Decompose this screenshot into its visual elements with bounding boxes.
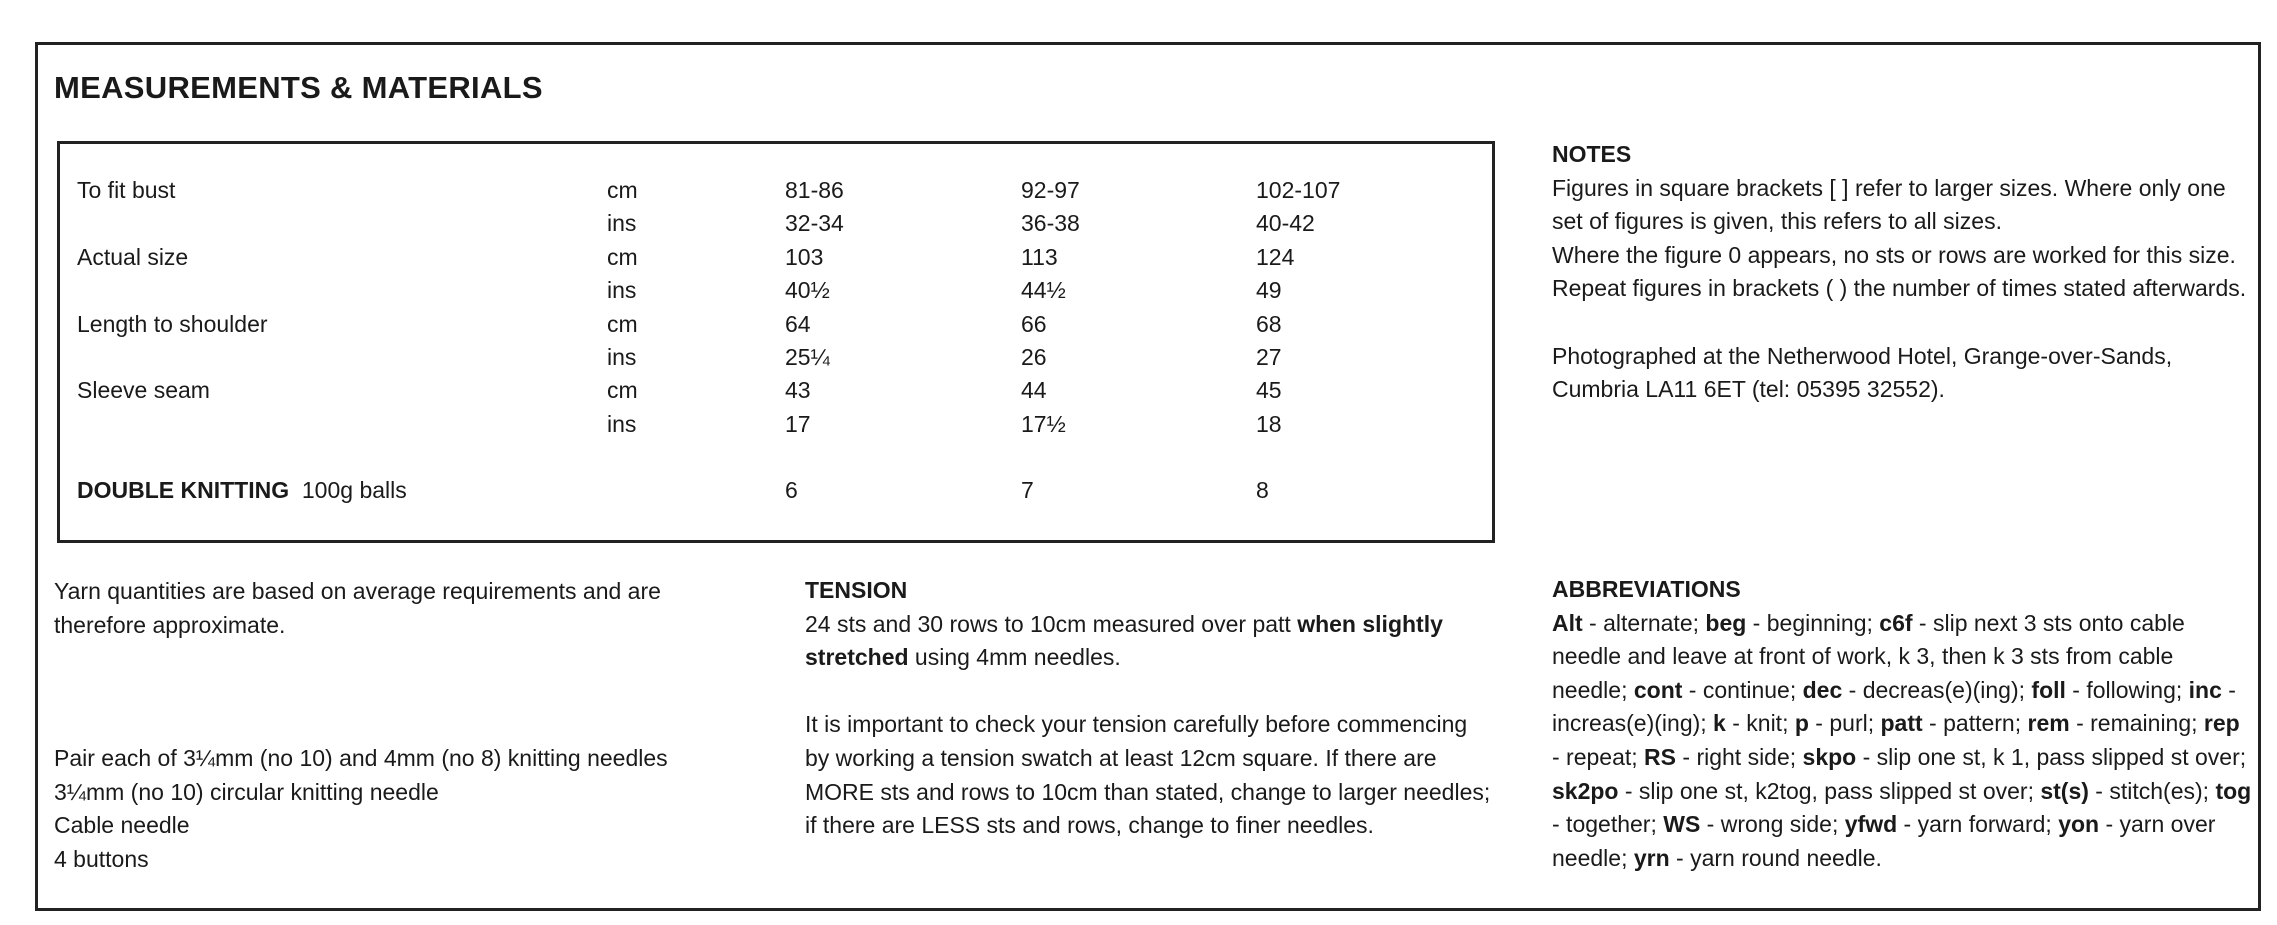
abbreviation-definition: - together; [1552, 811, 1664, 838]
abbreviations-title: ABBREVIATIONS [1552, 576, 1741, 602]
abbreviation-definition: - decreas(e)(ing); [1842, 676, 2032, 703]
abbreviation-term: RS [1644, 743, 1676, 770]
abbreviation-term: beg [1705, 609, 1747, 636]
abbreviation-definition: - alternate; [1582, 609, 1706, 636]
tension-emphasis: when slightly stretched [805, 610, 1443, 671]
abbreviation-definition: - repeat; [1552, 743, 1645, 770]
notes-paragraph: Repeat figures in brackets ( ) the number of times stated afterwards. [1552, 275, 2247, 302]
abbreviation-term: sk2po [1552, 777, 1619, 804]
abbreviation-definition: - stitch(es); [2088, 777, 2216, 804]
abbreviation-definition: - yarn round needle. [1669, 844, 1882, 871]
row-size2: 113 [1021, 244, 1058, 270]
row-size1: 25¼ [785, 344, 830, 370]
row-size2: 26 [1021, 344, 1047, 370]
abbreviation-term: c6f [1879, 609, 1913, 636]
abbreviation-definition: - wrong side; [1700, 811, 1845, 838]
row-label: To fit bust [77, 177, 176, 203]
material-item: 3¼mm (no 10) circular knitting needle [54, 778, 439, 805]
abbreviations-body [1552, 607, 2252, 876]
yarn-note: Yarn quantities are based on average requirements and are therefore approximate. [54, 578, 661, 638]
materials-list [54, 742, 774, 876]
notes-title: NOTES [1552, 141, 1632, 167]
abbreviation-term: skpo [1802, 743, 1857, 770]
abbreviation-definition: - increas(e)(ing); [1552, 676, 2236, 737]
material-item: 4 buttons [54, 845, 149, 872]
abbreviation-term: Alt [1552, 609, 1583, 636]
tension-title: TENSION [805, 577, 908, 603]
row-size3: 27 [1256, 344, 1282, 370]
row-size1: 40½ [785, 277, 830, 303]
row-size2: 66 [1021, 311, 1047, 337]
abbreviation-definition: - remaining; [2069, 710, 2204, 737]
abbreviation-definition: - pattern; [1922, 710, 2028, 737]
yarn-ball-weight: 100g balls [301, 477, 407, 503]
row-size1: 43 [785, 377, 811, 403]
material-item: Pair each of 3¼mm (no 10) and 4mm (no 8) knitting needles [54, 745, 668, 771]
abbreviation-definition: - following; [2065, 676, 2189, 703]
row-size2: 44½ [1021, 277, 1066, 303]
row-unit: cm [607, 377, 638, 403]
row-unit: ins [607, 344, 637, 370]
abbreviation-term: k [1713, 710, 1726, 737]
page-title: MEASUREMENTS & MATERIALS [54, 70, 543, 105]
abbreviation-term: rem [2027, 710, 2070, 737]
abbreviation-term: WS [1663, 811, 1701, 838]
notes-paragraph: Where the figure 0 appears, no sts or rows are worked for this size. [1552, 241, 2236, 268]
row-size3: 49 [1256, 277, 1282, 303]
row-unit: ins [607, 277, 637, 303]
row-size2: 44 [1021, 377, 1047, 403]
tension-paragraph-2: It is important to check your tension carefully before commencing by working a tension swatch at least 12cm square. If there are MORE sts and rows to 10cm than stated, change to larger needles; if there are LESS sts and rows, change to finer needles. [805, 711, 1491, 839]
yarn-size2: 7 [1021, 477, 1034, 503]
row-size3: 40-42 [1256, 210, 1315, 236]
abbreviation-definition: - slip one st, k2tog, pass slipped st over; [1618, 777, 2041, 804]
abbreviation-term: rep [2203, 710, 2240, 737]
abbreviation-term: cont [1633, 676, 1683, 703]
tension-section [805, 574, 1495, 843]
abbreviation-term: tog [2215, 777, 2252, 804]
abbreviation-term: st(s) [2040, 777, 2089, 804]
row-size2: 92-97 [1021, 177, 1080, 203]
yarn-label [77, 475, 407, 505]
abbreviation-term: patt [1880, 710, 1923, 737]
row-size3: 68 [1256, 311, 1282, 337]
row-unit: ins [607, 411, 637, 437]
notes-paragraph: Photographed at the Netherwood Hotel, Grange-over-Sands, Cumbria LA11 6ET (tel: 05395 32552). [1552, 342, 2173, 403]
row-size1: 17 [785, 411, 811, 437]
yarn-size3: 8 [1256, 477, 1269, 503]
abbreviation-term: yrn [1633, 844, 1670, 871]
row-size1: 103 [785, 244, 824, 270]
abbreviation-term: inc [2188, 676, 2222, 703]
abbreviation-definition: - continue; [1682, 676, 1803, 703]
row-size3: 124 [1256, 244, 1295, 270]
row-size2: 36-38 [1021, 210, 1080, 236]
abbreviation-definition: - slip one st, k 1, pass slipped st over; [1856, 743, 2247, 770]
row-label: Sleeve seam [77, 377, 210, 403]
row-size3: 45 [1256, 377, 1282, 403]
row-unit: ins [607, 210, 637, 236]
row-size1: 64 [785, 311, 811, 337]
tension-paragraph-1 [805, 608, 1495, 675]
row-unit: cm [607, 311, 638, 337]
abbreviation-definition: - knit; [1725, 710, 1795, 737]
abbreviation-definition: - beginning; [1746, 609, 1880, 636]
abbreviation-definition: - yarn over needle; [1552, 811, 2216, 871]
abbreviation-term: p [1794, 710, 1809, 737]
notes-section [1552, 138, 2252, 407]
abbreviation-term: foll [2031, 676, 2066, 703]
tension-text: using 4mm needles. [908, 644, 1121, 671]
abbreviation-term: dec [1802, 676, 1843, 703]
abbreviation-definition: - right side; [1676, 743, 1803, 770]
row-label: Actual size [77, 244, 189, 270]
abbreviation-definition: - purl; [1808, 710, 1881, 737]
row-size2: 17½ [1021, 411, 1066, 437]
row-label: Length to shoulder [77, 311, 268, 337]
abbreviation-definition: - slip next 3 sts onto cable needle and leave at front of work, k 3, then k 3 sts from cable needle; [1552, 609, 2185, 703]
row-size3: 102-107 [1256, 177, 1341, 203]
row-size1: 32-34 [785, 210, 844, 236]
tension-text: 24 sts and 30 rows to 10cm measured over patt [805, 610, 1298, 637]
abbreviations-section [1552, 573, 2252, 875]
notes-paragraph: Figures in square brackets [ ] refer to larger sizes. Where only one set of figures is given, this refers to all sizes. [1552, 174, 2226, 235]
abbreviation-term: yfwd [1844, 811, 1898, 838]
yarn-type: DOUBLE KNITTING [77, 477, 290, 503]
row-unit: cm [607, 177, 638, 203]
abbreviation-term: yon [2058, 811, 2100, 838]
abbreviation-definition: - yarn forward; [1897, 811, 2059, 838]
yarn-size1: 6 [785, 477, 798, 503]
row-unit: cm [607, 244, 638, 270]
row-size1: 81-86 [785, 177, 844, 203]
row-size3: 18 [1256, 411, 1282, 437]
material-item: Cable needle [54, 812, 190, 839]
